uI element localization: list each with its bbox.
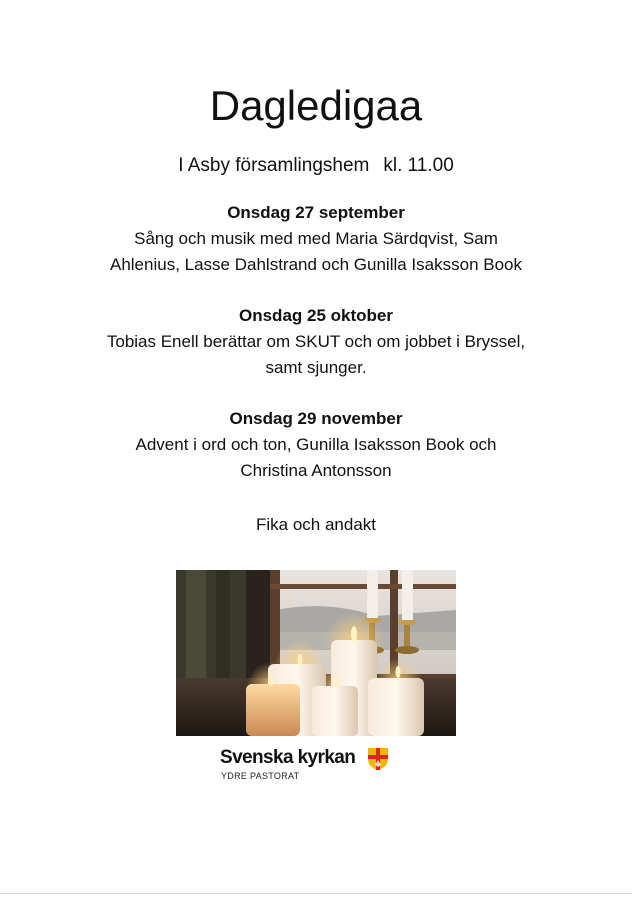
event-description-line: Advent i ord och ton, Gunilla Isaksson Book och [135,435,497,454]
church-shield-icon [368,748,388,770]
location-time-line [0,152,632,180]
event-item [40,406,592,484]
logo-subtitle: YDRE PASTORAT [221,771,300,781]
event-description-line: Ahlenius, Lasse Dahlstrand och Gunilla Isaksson Book [109,255,522,274]
event-description-line: Sång och musik med med Maria Särdqvist, Sam [134,229,498,248]
event-date: Onsdag 25 oktober [239,306,393,325]
event-item [40,303,592,381]
svenska-kyrkan-logo [220,746,400,788]
time-text: kl. 11.00 [383,155,454,176]
event-date: Onsdag 29 november [229,409,403,428]
event-description-line: Christina Antonsson [240,461,392,480]
event-description-line: Tobias Enell berättar om SKUT och om jobbet i Bryssel, [106,332,526,351]
page-bottom-border [0,893,632,894]
candles-photo [176,570,456,736]
logo-name: Svenska kyrkan [220,747,356,768]
event-item [40,200,592,278]
event-date: Onsdag 27 september [227,203,405,222]
page-title: Dagledigaa [209,82,423,129]
location-text: I Asby församlingshem [178,155,370,176]
event-description-line: samt sjunger. [265,358,367,377]
event-list [40,200,592,509]
closing-note: Fika och andakt [255,515,376,534]
